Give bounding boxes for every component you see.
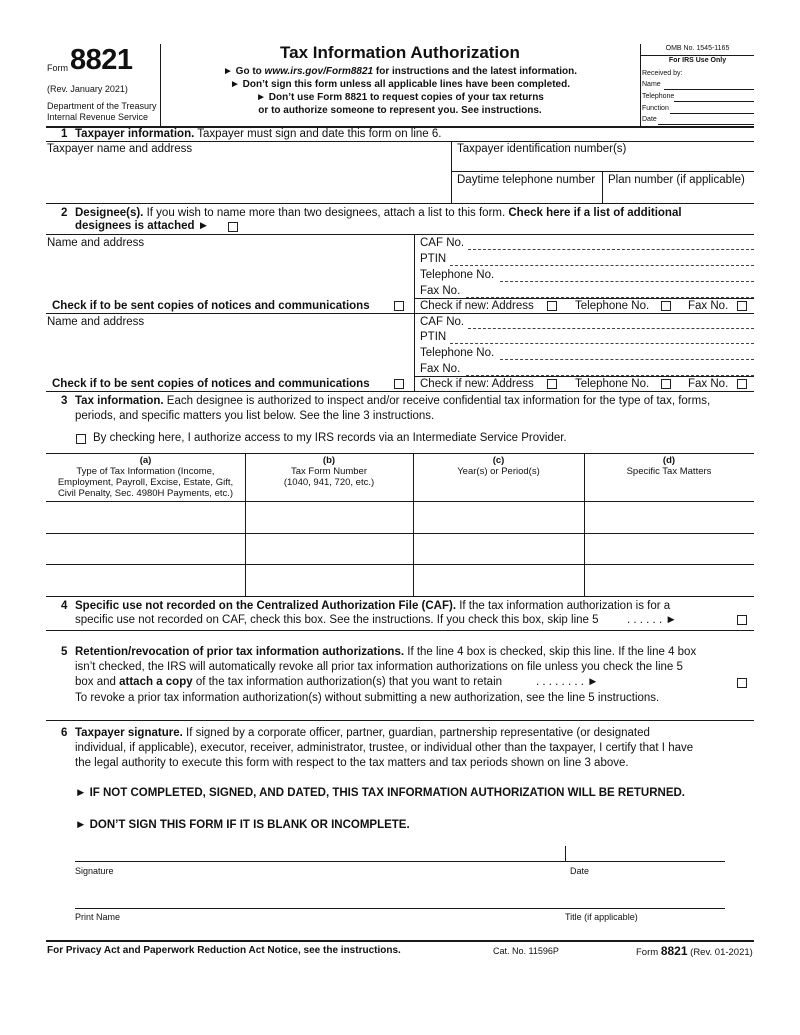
designee-1-new-fax-label: Fax No. — [688, 300, 729, 312]
signature-field[interactable] — [75, 846, 564, 861]
designee-2-new-address-checkbox[interactable] — [547, 379, 557, 389]
designee-2-name-address-label: Name and address — [47, 316, 145, 328]
column-a-header: (a) Type of Tax Information (Income, Employment, Payroll, Excise, Estate, Gift, Civil Penalty, Sec. 4980H Payments, etc.) — [57, 455, 234, 499]
omb-number: OMB No. 1545-1165 — [665, 45, 730, 52]
privacy-notice: For Privacy Act and Paperwork Reduction Act Notice, see the instructions. — [47, 945, 401, 956]
instruction-line-3: ► Don’t use Form 8821 to request copies of your tax returns — [256, 92, 544, 103]
irs-telephone-label: Telephone — [642, 93, 675, 100]
designee-1-ptin-label: PTIN — [420, 253, 447, 265]
tax-info-row-3-period[interactable] — [414, 565, 584, 596]
tax-info-row-1-type[interactable] — [46, 502, 245, 533]
warning-not-completed: ► IF NOT COMPLETED, SIGNED, AND DATED, THIS TAX INFORMATION AUTHORIZATION WILL BE RETURNED. — [75, 787, 685, 799]
line-1-number: 1 — [61, 128, 68, 140]
designee-2-fax-label: Fax No. — [420, 363, 461, 375]
instructions-link[interactable]: www.irs.gov/Form8821 — [264, 66, 374, 77]
irs-name-label: Name — [642, 81, 661, 88]
taxpayer-name-address-label: Taxpayer name and address — [47, 143, 193, 155]
designee-2-telephone-label: Telephone No. — [420, 347, 495, 359]
designee-2-ptin-field[interactable] — [450, 343, 754, 344]
plan-number-field[interactable] — [603, 188, 754, 202]
designee-1-caf-label: CAF No. — [420, 237, 465, 249]
line-5-checkbox[interactable] — [737, 678, 747, 688]
irs-date-label: Date — [642, 116, 657, 123]
line-6-text-3: the legal authority to execute this form with respect to the tax matters and tax periods shown on line 3 above. — [75, 757, 629, 769]
designee-1-new-address-label: Check if new: Address — [420, 300, 534, 312]
irs-function-label: Function — [642, 105, 669, 112]
designee-1-telephone-field[interactable] — [500, 281, 754, 282]
column-d-header: (d) Specific Tax Matters — [626, 455, 712, 477]
isp-authorization-checkbox[interactable] — [76, 434, 86, 444]
line-5-heading: Retention/revocation of prior tax information authorizations. If the line 4 box is checked, skip this line. If the line 4 box — [75, 646, 697, 658]
line-1-heading: Taxpayer information. Taxpayer must sign and date this form on line 6. — [75, 128, 442, 140]
line-6-text-2: individual, if applicable), executor, receiver, administrator, trustee, or individual other than the taxpayer, I certify that I have — [75, 742, 694, 754]
taxpayer-tin-label: Taxpayer identification number(s) — [457, 143, 627, 155]
line-5-text-3: box and attach a copy of the tax information authorization(s) that you want to retain — [75, 676, 503, 688]
received-by-label: Received by: — [642, 70, 683, 77]
tax-info-row-3-form[interactable] — [246, 565, 413, 596]
line-6-number: 6 — [61, 727, 68, 739]
designee-1-fax-label: Fax No. — [420, 285, 461, 297]
tax-info-row-3-type[interactable] — [46, 565, 245, 596]
form-label: Form — [47, 63, 68, 73]
signature-date-field[interactable] — [566, 846, 725, 861]
tax-info-row-1-form[interactable] — [246, 502, 413, 533]
instruction-line-4: or to authorize someone to represent you. See instructions. — [258, 105, 542, 116]
designee-2-send-copies-checkbox[interactable] — [394, 379, 404, 389]
plan-number-label: Plan number (if applicable) — [608, 174, 745, 186]
designee-2-caf-field[interactable] — [468, 328, 754, 329]
agency-line: Internal Revenue Service — [47, 112, 149, 122]
designee-1-new-telephone-label: Telephone No. — [575, 300, 650, 312]
tax-info-row-2-period[interactable] — [414, 534, 584, 564]
line-3-heading: Tax information. Each designee is authorized to inspect and/or receive confidential tax information for the type of tax, forms, — [75, 395, 711, 407]
designee-1-telephone-label: Telephone No. — [420, 269, 495, 281]
line-4-checkbox[interactable] — [737, 615, 747, 625]
designee-1-name-address-label: Name and address — [47, 237, 145, 249]
designee-1-name-address-field[interactable] — [46, 252, 414, 298]
instruction-line-1: ► Go to www.irs.gov/Form8821 for instructions and the latest information. — [222, 66, 578, 77]
signature-date-label: Date — [570, 866, 590, 876]
designee-1-send-copies-label: Check if to be sent copies of notices and communications — [52, 300, 370, 312]
line-5-text-4: To revoke a prior tax information authorization(s) without submitting a new authorization, see the line 5 instructions. — [75, 692, 660, 704]
column-b-header: (b) Tax Form Number (1040, 941, 720, etc.) — [283, 455, 375, 488]
designee-2-name-address-field[interactable] — [46, 331, 414, 377]
form-number: 8821 — [70, 44, 133, 76]
print-name-label: Print Name — [75, 912, 121, 922]
daytime-phone-field[interactable] — [452, 188, 602, 202]
line-2-number: 2 — [61, 207, 68, 219]
designee-2-new-telephone-checkbox[interactable] — [661, 379, 671, 389]
designee-1-new-fax-checkbox[interactable] — [737, 301, 747, 311]
designee-2-telephone-field[interactable] — [500, 359, 754, 360]
tax-info-row-2-form[interactable] — [246, 534, 413, 564]
isp-authorization-label: By checking here, I authorize access to my IRS records via an Intermediate Service Provider. — [93, 432, 567, 444]
designee-2-ptin-label: PTIN — [420, 331, 447, 343]
taxpayer-tin-field[interactable] — [452, 157, 754, 171]
warning-dont-sign: ► DON’T SIGN THIS FORM IF IT IS BLANK OR INCOMPLETE. — [75, 819, 410, 831]
line-2-heading: Designee(s). If you wish to name more than two designees, attach a list to this form. Check here if a list of additional — [75, 207, 682, 219]
revision-date: (Rev. January 2021) — [47, 84, 128, 94]
designee-2-new-fax-label: Fax No. — [688, 378, 729, 390]
designee-2-caf-label: CAF No. — [420, 316, 465, 328]
designee-2-new-telephone-label: Telephone No. — [575, 378, 650, 390]
tax-info-row-2-matters[interactable] — [585, 534, 754, 564]
designee-2-new-address-label: Check if new: Address — [420, 378, 534, 390]
line-5-text-2: isn’t checked, the IRS will automatically revoke all prior tax information authorizations on file unless you check the line 5 — [75, 661, 683, 673]
designee-1-send-copies-checkbox[interactable] — [394, 301, 404, 311]
title-label: Title (if applicable) — [565, 912, 638, 922]
tax-info-row-1-matters[interactable] — [585, 502, 754, 533]
signature-label: Signature — [75, 866, 114, 876]
tax-info-row-3-matters[interactable] — [585, 565, 754, 596]
form-title: Tax Information Authorization — [280, 43, 520, 62]
additional-designees-checkbox[interactable] — [228, 222, 238, 232]
line-5-number: 5 — [61, 646, 68, 658]
designee-1-new-telephone-checkbox[interactable] — [661, 301, 671, 311]
line-5-leader: . . . . . . . . ► — [536, 676, 599, 688]
line-4-leader: . . . . . . ► — [627, 614, 677, 626]
line-4-text: specific use not recorded on CAF, check this box. See the instructions. If you check this box, skip line 5 — [75, 614, 599, 626]
line-4-number: 4 — [61, 600, 68, 612]
daytime-phone-label: Daytime telephone number — [457, 174, 596, 186]
line-3-text: periods, and specific matters you list below. See the line 3 instructions. — [75, 410, 435, 422]
print-name-field[interactable] — [75, 892, 725, 908]
tax-info-row-2-type[interactable] — [46, 534, 245, 564]
catalog-number: Cat. No. 11596P — [493, 946, 559, 956]
column-c-header: (c) Year(s) or Period(s) — [457, 455, 540, 477]
line-3-number: 3 — [61, 395, 68, 407]
department-line: Department of the Treasury — [47, 101, 157, 111]
irs-use-only-label: For IRS Use Only — [668, 57, 727, 64]
designee-1-new-address-checkbox[interactable] — [547, 301, 557, 311]
designee-1-ptin-field[interactable] — [450, 265, 754, 266]
designee-2-new-fax-checkbox[interactable] — [737, 379, 747, 389]
designee-2-send-copies-label: Check if to be sent copies of notices and communications — [52, 378, 370, 390]
tax-info-row-1-period[interactable] — [414, 502, 584, 533]
line-6-heading: Taxpayer signature. If signed by a corporate officer, partner, guardian, partnership representative (or designated — [75, 727, 650, 739]
line-4-heading: Specific use not recorded on the Centralized Authorization File (CAF). If the tax information authorization is for a — [75, 600, 671, 612]
designee-1-caf-field[interactable] — [468, 249, 754, 250]
additional-designees-label: designees is attached ► — [75, 220, 210, 232]
footer-form-id: Form 8821 (Rev. 01-2021) — [636, 944, 753, 958]
instruction-line-2: ► Don’t sign this form unless all applicable lines have been completed. — [230, 79, 570, 90]
taxpayer-name-address-field[interactable] — [46, 158, 451, 203]
